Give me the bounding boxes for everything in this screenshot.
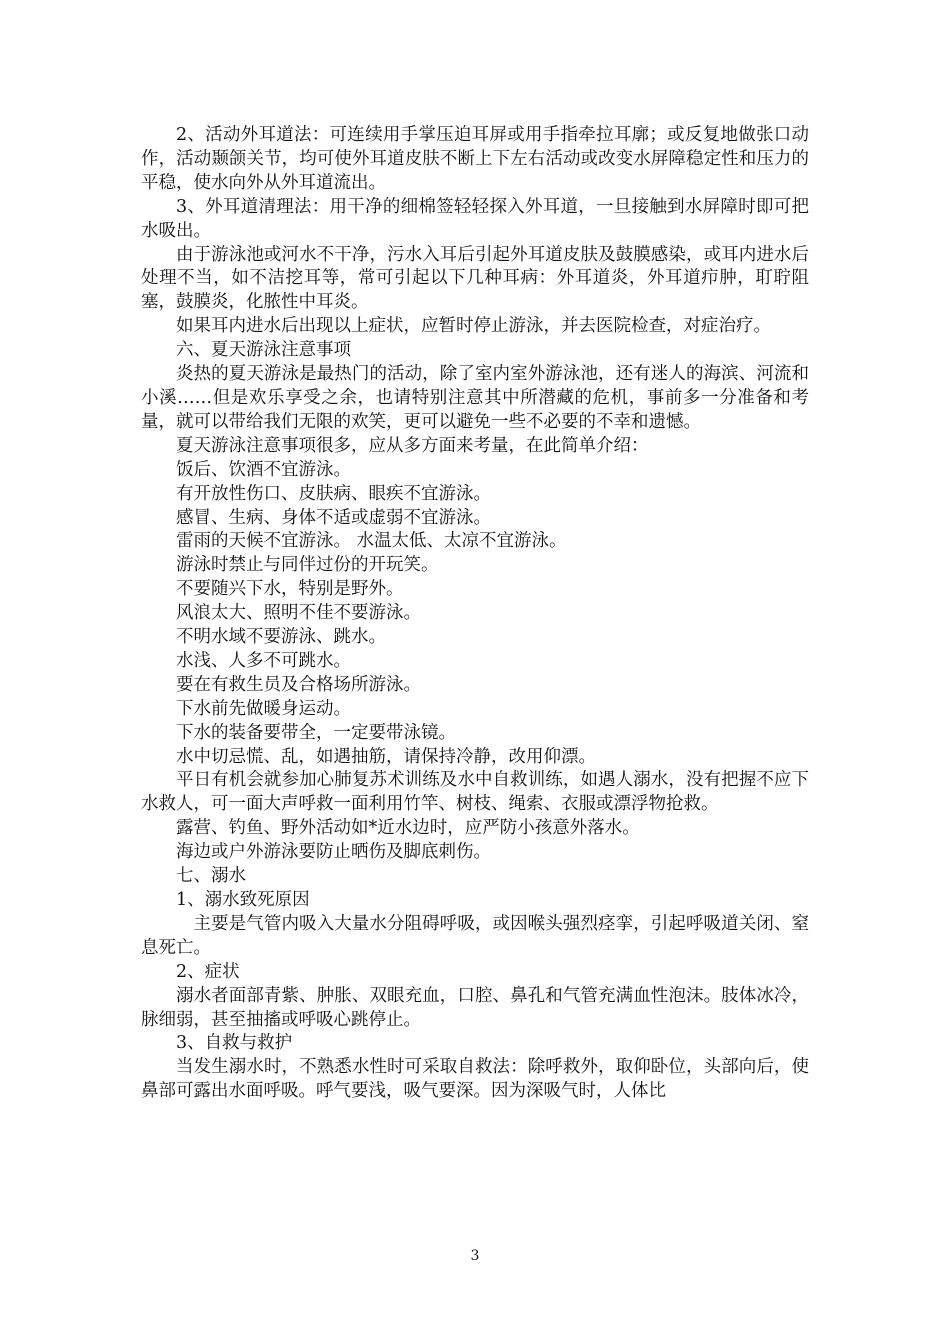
subsection-heading: 3、自救与救护: [176, 1033, 293, 1054]
list-item: 风浪太大、照明不佳不要游泳。: [176, 603, 421, 624]
paragraph: 3、外耳道清理法：用干净的细棉签轻轻探入外耳道，一旦接触到水屏障时即可把水吸出。: [141, 196, 809, 241]
subsection-heading: 2、症状: [176, 961, 240, 982]
list-item: 雷雨的天候不宜游泳。 水温太低、太凉不宜游泳。: [176, 531, 567, 552]
paragraph: 主要是气管内吸入大量水分阻碍呼吸，或因喉头强烈痉挛，引起呼吸道关闭、窒息死亡。: [141, 913, 809, 958]
paragraph: 当发生溺水时，不熟悉水性时可采取自救法：除呼救外，取仰卧位，头部向后，使鼻部可露出水面呼吸。呼气要浅，吸气要深。因为深吸气时，人体比: [141, 1057, 809, 1102]
page-number: 3: [470, 1248, 480, 1264]
section-heading: 六、夏天游泳注意事项: [176, 340, 351, 361]
list-item: 水浅、人多不可跳水。: [176, 650, 351, 671]
paragraph: 炎热的夏天游泳是最热门的活动，除了室内室外游泳池，还有迷人的海滨、河流和小溪……但是欢乐享受之余，也请特别注意其中所潜藏的危机，事前多一分准备和考量，就可以带给我们无限的欢笑，更可以避免一些不必要的不幸和遗憾。: [141, 364, 809, 432]
paragraph: 溺水者面部青紫、肿胀、双眼充血，口腔、鼻孔和气管充满血性泡沫。肢体冰冷，脉细弱，甚至抽搐或呼吸心跳停止。: [141, 985, 809, 1030]
paragraph: 由于游泳池或河水不干净，污水入耳后引起外耳道皮肤及鼓膜感染，或耳内进水后处理不当，如不洁挖耳等，常可引起以下几种耳病：外耳道炎，外耳道疖肿，耵聍阻塞，鼓膜炎，化脓性中耳炎。: [141, 244, 809, 313]
list-item: 下水的装备要带全，一定要带泳镜。: [176, 722, 456, 743]
subsection-heading: 1、溺水致死原因: [176, 890, 310, 910]
list-item: 要在有救生员及合格场所游泳。: [176, 674, 421, 695]
list-item: 下水前先做暖身运动。: [176, 698, 351, 719]
section-heading: 七、溺水: [176, 866, 246, 887]
list-item: 有开放性伤口、皮肤病、眼疾不宜游泳。: [176, 483, 491, 504]
list-item: 感冒、生病、身体不适或虚弱不宜游泳。: [176, 507, 491, 528]
paragraph: 如果耳内进水后出现以上症状，应暂时停止游泳，并去医院检查，对症治疗。: [176, 316, 771, 337]
paragraph: 2、活动外耳道法：可连续用手掌压迫耳屏或用手指牵拉耳廓；或反复地做张口动作，活动颞颌关节，均可使外耳道皮肤不断上下左右活动或改变水屏障稳定性和压力的平稳，使水向外从外耳道流出。: [141, 125, 809, 193]
list-item: 饭后、饮酒不宜游泳。: [176, 459, 351, 480]
list-item: 海边或户外游泳要防止晒伤及脚底刺伤。: [176, 842, 491, 863]
list-item: 不要随兴下水，特别是野外。: [176, 579, 404, 600]
list-item: 水中切忌慌、乱，如遇抽筋，请保持冷静，改用仰漂。: [176, 746, 596, 767]
paragraph: 平日有机会就参加心肺复苏术训练及水中自救训练，如遇人溺水，没有把握不应下水救人，可一面大声呼救一面利用竹竿、树枝、绳索、衣服或漂浮物抢救。: [141, 770, 809, 815]
list-item: 游泳时禁止与同伴过份的开玩笑。: [176, 555, 439, 576]
body-text: [141, 124, 809, 1104]
list-item: 不明水域不要游泳、跳水。: [176, 627, 386, 648]
list-item: 露营、钓鱼、野外活动如*近水边时，应严防小孩意外落水。: [176, 818, 640, 839]
paragraph: 夏天游泳注意事项很多，应从多方面来考量，在此简单介绍：: [176, 435, 649, 456]
